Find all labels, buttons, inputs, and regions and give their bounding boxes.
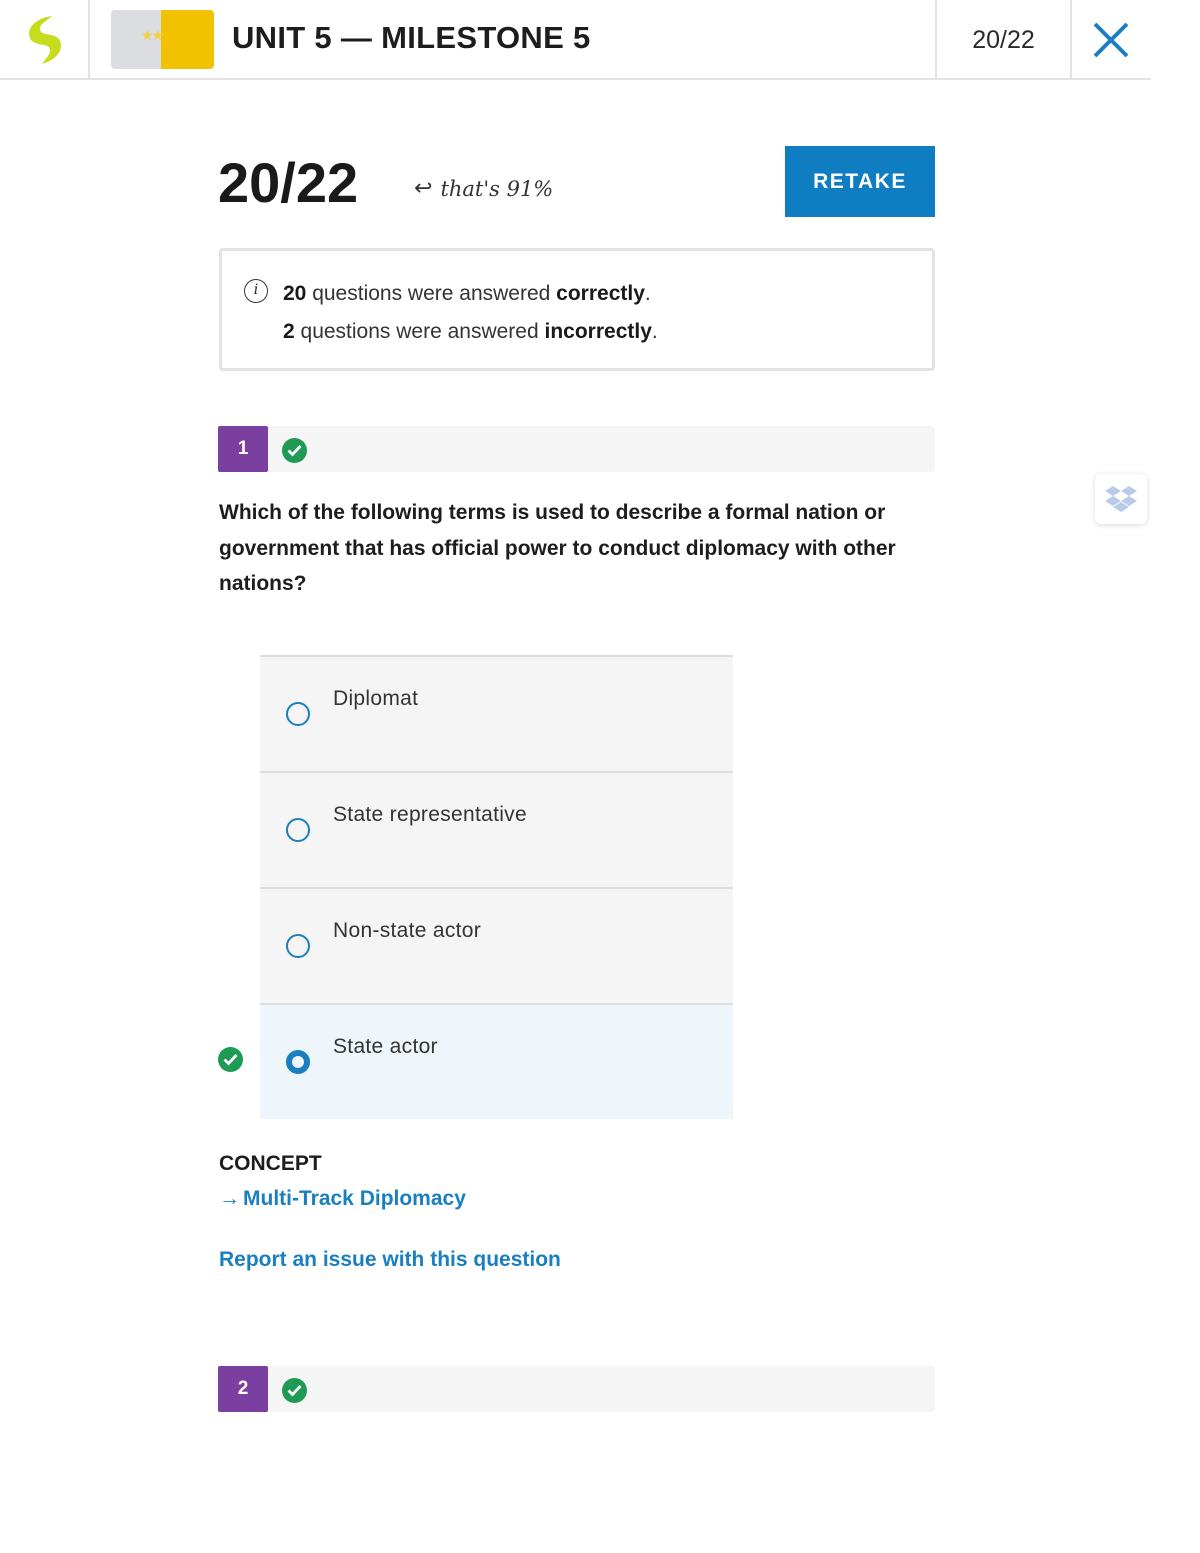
- answer-option-selected[interactable]: [260, 1003, 733, 1119]
- question-header[interactable]: [218, 426, 935, 472]
- score-percent-text: that's 91%: [440, 176, 554, 201]
- result-score: 20/22: [218, 151, 359, 214]
- app-header: [0, 0, 1151, 80]
- brand-logo-icon: [22, 14, 66, 66]
- correct-check-icon: [282, 1378, 307, 1403]
- stars-icon: ★★: [141, 27, 163, 43]
- radio-button-selected[interactable]: [286, 1050, 310, 1074]
- answer-label: Diplomat: [333, 687, 419, 710]
- question-text: Which of the following terms is used to describe a formal nation or government that has official power to conduct diplomacy with other nations?: [219, 501, 896, 595]
- score-percent-note: [414, 176, 553, 201]
- dropbox-button[interactable]: [1095, 474, 1147, 524]
- report-issue-link[interactable]: Report an issue with this question: [219, 1248, 561, 1271]
- unit-thumbnail: [111, 10, 214, 69]
- close-icon: [1090, 19, 1132, 61]
- retake-button[interactable]: RETAKE: [785, 146, 935, 217]
- arrow-right-icon: →: [219, 1187, 240, 1210]
- question-number: 1: [218, 426, 268, 472]
- curved-arrow-icon: ↩: [414, 176, 433, 201]
- question-header[interactable]: [218, 1366, 935, 1412]
- info-icon: i: [244, 279, 268, 303]
- dropbox-icon: [1104, 484, 1138, 514]
- incorrect-summary: 2 questions were answered incorrectly.: [283, 320, 658, 343]
- header-score: 20/22: [935, 0, 1072, 78]
- correct-check-icon: [282, 438, 307, 463]
- radio-button[interactable]: [286, 818, 310, 842]
- concept-link[interactable]: → Multi-Track Diplomacy: [219, 1187, 466, 1210]
- answer-option[interactable]: [260, 887, 733, 1003]
- answer-option[interactable]: [260, 655, 733, 771]
- correct-summary: 20 questions were answered correctly.: [283, 282, 651, 305]
- close-button[interactable]: [1090, 19, 1132, 61]
- answer-option[interactable]: [260, 771, 733, 887]
- answer-label: State representative: [333, 803, 527, 826]
- concept-label: CONCEPT: [219, 1152, 322, 1175]
- radio-button[interactable]: [286, 702, 310, 726]
- answer-label: Non-state actor: [333, 919, 482, 942]
- results-summary: [219, 248, 935, 371]
- answer-options: [260, 655, 733, 1119]
- logo[interactable]: [0, 0, 90, 78]
- correct-answer-check-icon: [218, 1047, 243, 1072]
- question-number: 2: [218, 1366, 268, 1412]
- page-title: UNIT 5 — MILESTONE 5: [232, 20, 591, 55]
- answer-label: State actor: [333, 1035, 438, 1058]
- radio-button[interactable]: [286, 934, 310, 958]
